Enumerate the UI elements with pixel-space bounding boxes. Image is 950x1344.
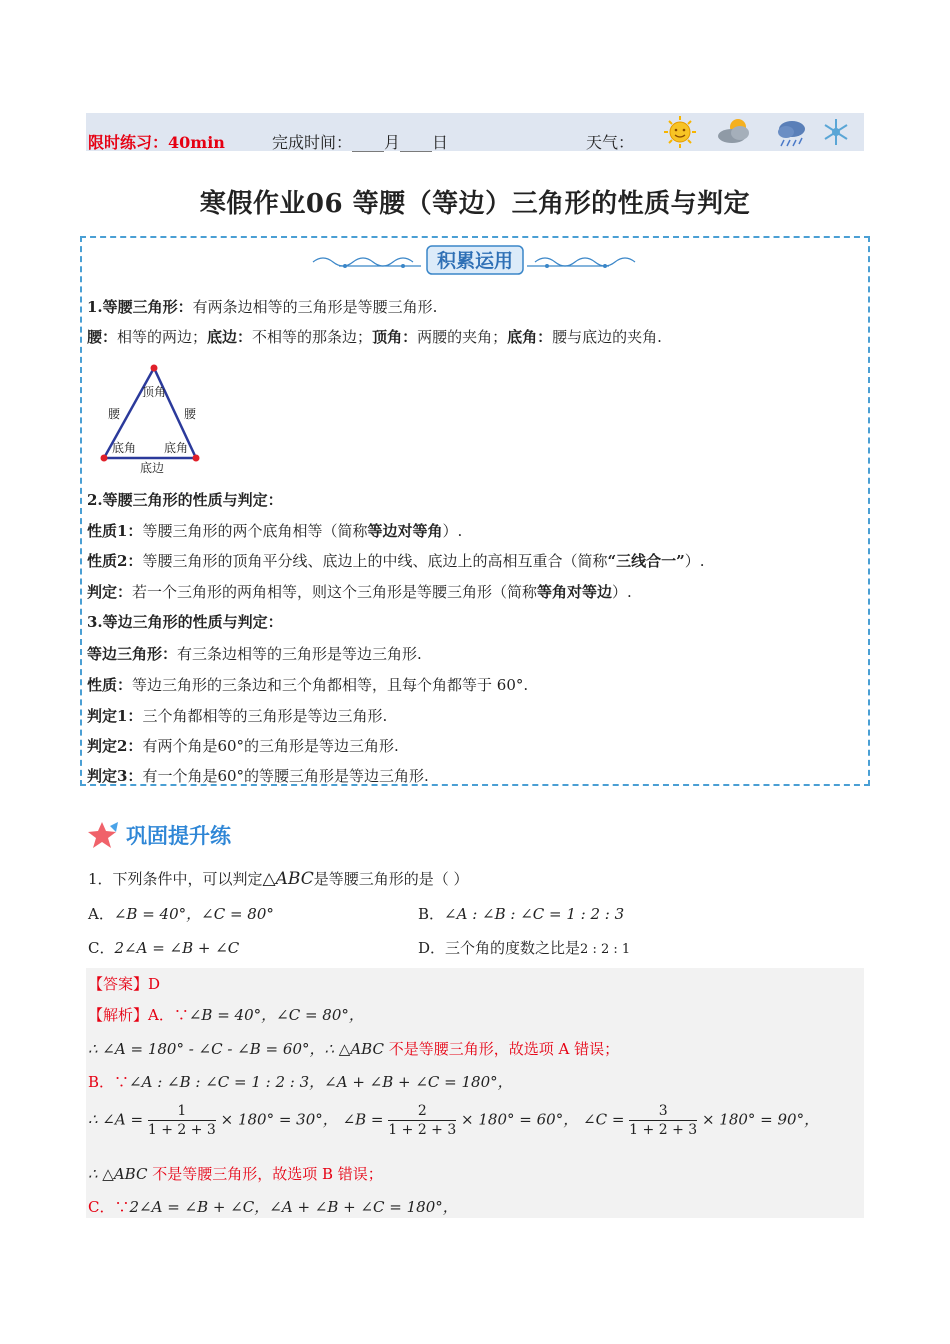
weather-icons (660, 115, 860, 149)
equilateral-criterion-1: 判定1：三个角都相等的三角形是等边三角形. (87, 707, 388, 725)
option-d[interactable]: D．三个角的度数之比是2 : 2 : 1 (418, 939, 631, 957)
property-2: 性质2：等腰三角形的顶角平分线、底边上的中线、底边上的高相互重合（简称“三线合一”）. (87, 552, 705, 570)
definition-isosceles: 1.等腰三角形：有两条边相等的三角形是等腰三角形. (87, 298, 438, 316)
knowledge-badge (309, 244, 639, 276)
section-equilateral: 3.等边三角形的性质与判定： (87, 613, 283, 631)
equilateral-criterion-3: 判定3：有一个角是60°的等腰三角形是等边三角形. (87, 767, 429, 785)
terms-line: 腰：相等的两边；底边：不相等的那条边；顶角：两腰的夹角；底角：腰与底边的夹角. (87, 328, 662, 346)
isosceles-triangle-figure (98, 362, 208, 477)
property-1: 性质1：等腰三角形的两个底角相等（简称等边对等角）. (87, 522, 463, 540)
answer-line: 【答案】D (88, 975, 161, 993)
star-icon (88, 822, 118, 848)
fraction-b: $\frac{2}{1 + 2 + 3}$ (388, 1103, 457, 1138)
completion-time-label: 完成时间：____月____日 (272, 133, 449, 152)
left-leg-label: 腰 (108, 407, 121, 421)
weather-label: 天气： (586, 133, 635, 152)
solution-a-line1: 【解析】A．∵∠B = 40°，∠C = 80°， (88, 1006, 364, 1024)
practice-badge-label: 巩固提升练 (126, 824, 231, 848)
equilateral-property: 性质：等边三角形的三条边和三个角都相等，且每个角都等于 60°. (87, 676, 529, 694)
header-bar (86, 113, 864, 151)
solution-b-line3: ∴ △ABC 不是等腰三角形，故选项 B 错误； (88, 1165, 383, 1183)
snowflake-icon[interactable] (825, 119, 847, 145)
page-title: 寒假作业06 等腰（等边）三角形的性质与判定 (199, 189, 751, 219)
fraction-c: $\frac{3}{1 + 2 + 3}$ (629, 1103, 698, 1138)
cloudy-sun-icon[interactable] (718, 119, 749, 143)
knowledge-badge-label: 积累运用 (436, 250, 514, 272)
option-a[interactable]: A．∠B = 40°，∠C = 80° (88, 905, 274, 923)
option-b[interactable]: B．∠A : ∠B : ∠C = 1 : 2 : 3 (418, 905, 625, 923)
fraction-a: $\frac{1}{1 + 2 + 3}$ (147, 1103, 216, 1138)
base-label: 底边 (139, 461, 165, 475)
apex-angle-label: 顶角 (141, 385, 167, 399)
solution-c-line1: C．∵2∠A = ∠B + ∠C，∠A + ∠B + ∠C = 180°， (88, 1198, 458, 1216)
right-base-angle-label: 底角 (164, 441, 189, 455)
rain-cloud-icon[interactable] (778, 121, 805, 146)
section-isosceles-properties: 2.等腰三角形的性质与判定： (87, 491, 283, 509)
question-1-stem: 1．下列条件中，可以判定△ABC是等腰三角形的是（ ） (88, 869, 469, 889)
equilateral-criterion-2: 判定2：有两个角是60°的三角形是等边三角形. (87, 737, 399, 755)
definition-equilateral: 等边三角形：有三条边相等的三角形是等边三角形. (87, 645, 422, 663)
sun-icon[interactable] (664, 116, 696, 148)
left-base-angle-label: 底角 (112, 441, 137, 455)
isosceles-criterion: 判定：若一个三角形的两角相等，则这个三角形是等腰三角形（简称等角对等边）. (87, 583, 632, 601)
solution-b-line1: B．∵∠A : ∠B : ∠C = 1 : 2 : 3，∠A + ∠B + ∠C = 180°， (88, 1073, 513, 1091)
option-c[interactable]: C．2∠A = ∠B + ∠C (88, 939, 240, 957)
right-leg-label: 腰 (184, 407, 197, 421)
time-limit-label: 限时练习：40min (88, 133, 225, 152)
practice-badge (88, 818, 288, 852)
solution-b-line2: ∴ ∠A = $\frac{1}{1 + 2 + 3}$ × 180° = 30°， ∠B = $\frac{2}{1 + 2 + 3}$ × 180° = 60°， ∠C = $\frac{3}{1 + 2 + 3}$ × 180° = 90°， (88, 1103, 820, 1138)
knowledge-box (80, 236, 870, 786)
solution-a-line2: ∴ ∠A = 180° - ∠C - ∠B = 60°，∴ △ABC 不是等腰三角形，故选项 A 错误； (88, 1040, 620, 1058)
